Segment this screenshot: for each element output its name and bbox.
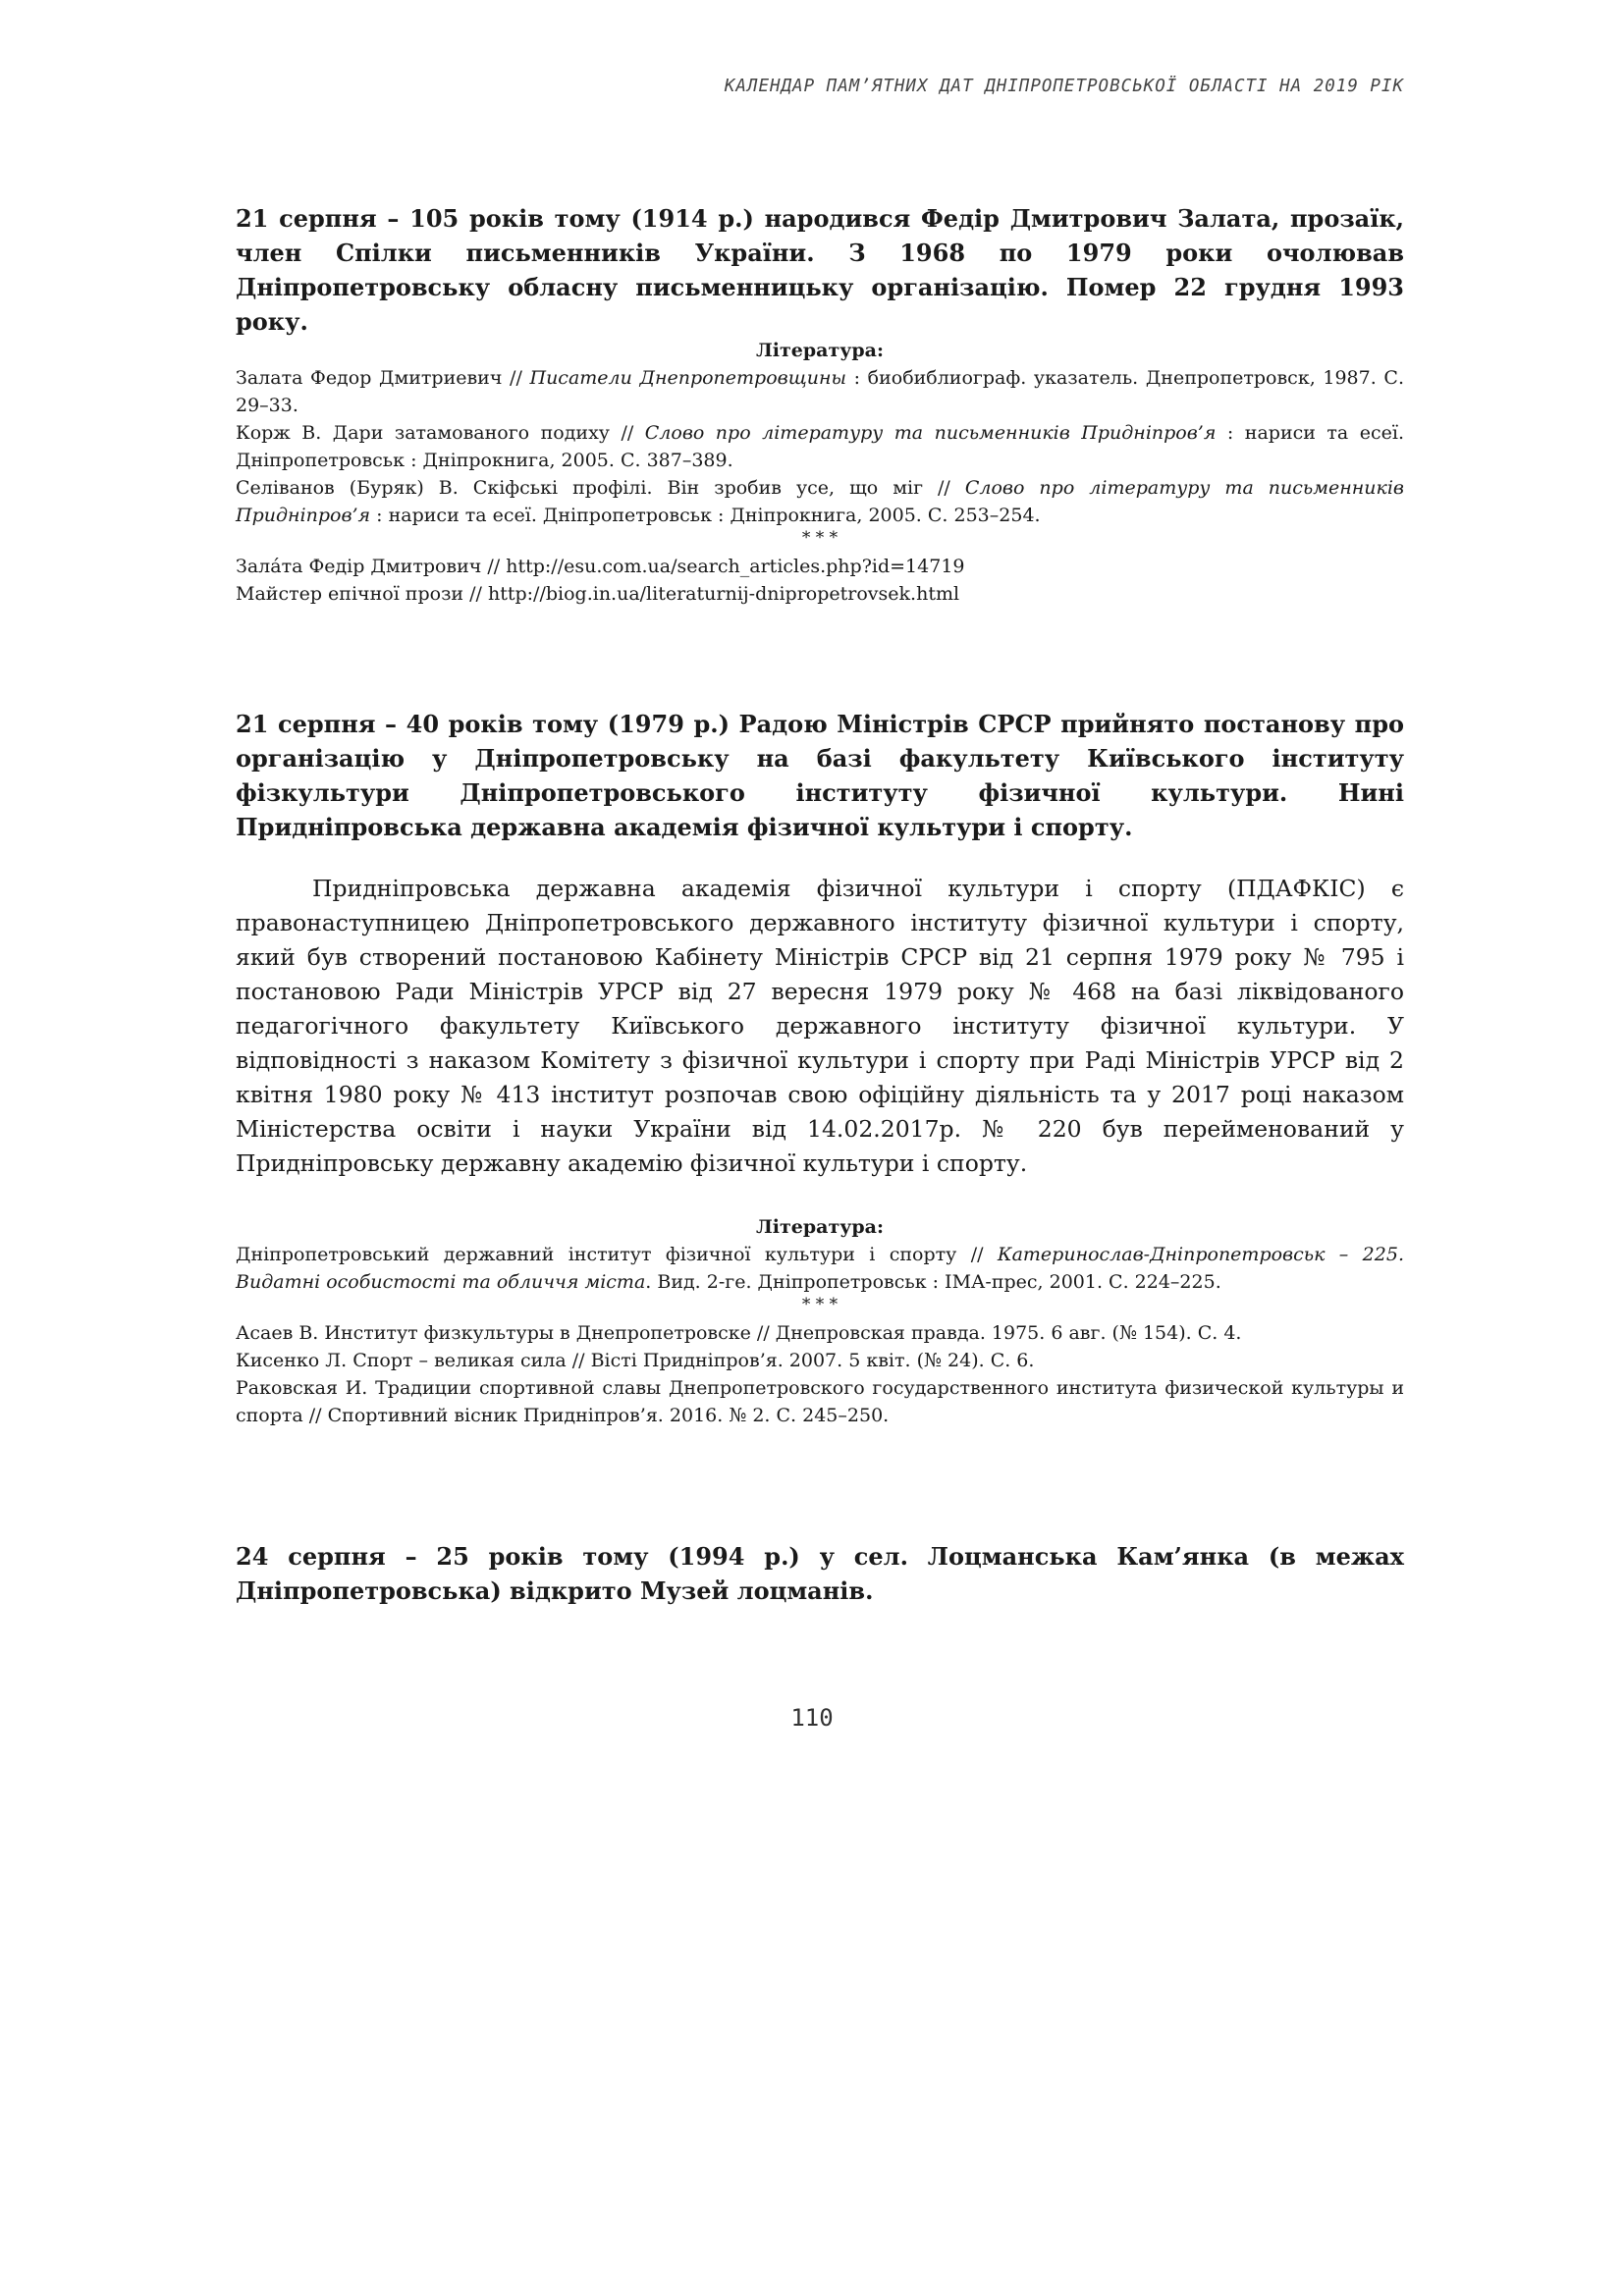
entry-academy-body (236, 872, 1404, 1181)
entry-heading: 21 серпня – 40 років тому (1979 р.) Радою Міністрів СРСР прийнято постанову про організацію у Дніпропетровську на базі факультету Київського інституту фізкультури Дніпропетровського інституту фізичної культури. Нині Придніпровська державна академія фізичної культури і спорту. (236, 710, 1404, 841)
page-number: 110 (790, 1704, 834, 1732)
literature-ref: Раковская И. Традиции спортивной славы Днепропетровского государственного института физической культуры и спорта // Спортивний вісник Придніпров’я. 2016. № 2. С. 245–250. (236, 1377, 1404, 1426)
entry-zalata (236, 201, 1404, 339)
literature-block-academy (236, 1213, 1404, 1429)
entry-heading: 21 серпня – 105 років тому (1914 р.) народився Федір Дмитрович Залата, прозаїк, член Спілки письменників України. З 1968 по 1979 роки очолював Дніпропетровську обласну письменницьку організацію. Помер 22 грудня 1993 року. (236, 204, 1404, 336)
literature-title: Література: (755, 340, 885, 361)
entry-heading: 24 серпня – 25 років тому (1994 р.) у сел. Лоцманська Кам’янка (в межах Дніпропетровська) відкрито Музей лоцманів. (236, 1542, 1404, 1605)
entry-museum (236, 1539, 1404, 1608)
web-link[interactable]: Зала́та Федір Дмитрович // http://esu.com.ua/search_articles.php?id=14719 (236, 556, 965, 577)
web-link[interactable]: Майстер епічної прози // http://biog.in.ua/literaturnij-dnipropetrovsek.html (236, 583, 960, 605)
literature-block-zalata (236, 337, 1404, 608)
running-header: КАЛЕНДАР ПАМ’ЯТНИХ ДАТ ДНІПРОПЕТРОВСЬКОЇ ОБЛАСТІ НА 2019 РІК (724, 77, 1404, 96)
literature-ref: Асаев В. Институт физкультуры в Днепропетровске // Днепровская правда. 1975. 6 авг. (№ 154). С. 4. (236, 1322, 1242, 1344)
literature-ref: Дніпропетровський державний інститут фізичної культури і спорту // Катеринослав-Дніпропетровськ – 225. Видатні особистості та обличчя міста. Вид. 2-ге. Дніпропетровськ : ІМА-прес, 2001. С. 224–225. (236, 1244, 1404, 1293)
literature-title: Література: (755, 1216, 885, 1238)
separator-stars: * * * (801, 1295, 839, 1314)
literature-ref: Залата Федор Дмитриевич // Писатели Днепропетровщины : биобиблиограф. указатель. Днепропетровск, 1987. С. 29–33. (236, 367, 1404, 416)
literature-ref: Селіванов (Буряк) В. Скіфські профілі. Він зробив усе, що міг // Слово про літературу та письменників Придніпров’я : нариси та есеї. Дніпропетровськ : Дніпрокнига, 2005. С. 253–254. (236, 477, 1404, 526)
literature-ref: Кисенко Л. Спорт – великая сила // Вісті Придніпров’я. 2007. 5 квіт. (№ 24). С. 6. (236, 1350, 1035, 1371)
separator-stars: * * * (801, 528, 839, 548)
literature-ref: Корж В. Дари затамованого подиху // Слово про літературу та письменників Придніпров’я : нариси та есеї. Дніпропетровськ : Дніпрокнига, 2005. С. 387–389. (236, 422, 1404, 471)
entry-academy (236, 707, 1404, 844)
body-paragraph: Придніпровська державна академія фізичної культури і спорту (ПДАФКІС) є правонаступницею Дніпропетровського державного інституту фізичної культури і спорту, який був створений постановою Кабінету Міністрів СРСР від 21 серпня 1979 року № 795 і постановою Ради Міністрів УРСР від 27 вересня 1979 року № 468 на базі ліквідованого педагогічного факультету Київського державного інституту фізичної культури. У відповідності з наказом Комітету з фізичної культури і спорту при Раді Міністрів УРСР від 2 квітня 1980 року № 413 інститут розпочав свою офіційну діяльність та у 2017 році наказом Міністерства освіти і науки України від 14.02.2017р. № 220 був перейменований у Придніпровську державну академію фізичної культури і спорту. (236, 875, 1404, 1177)
